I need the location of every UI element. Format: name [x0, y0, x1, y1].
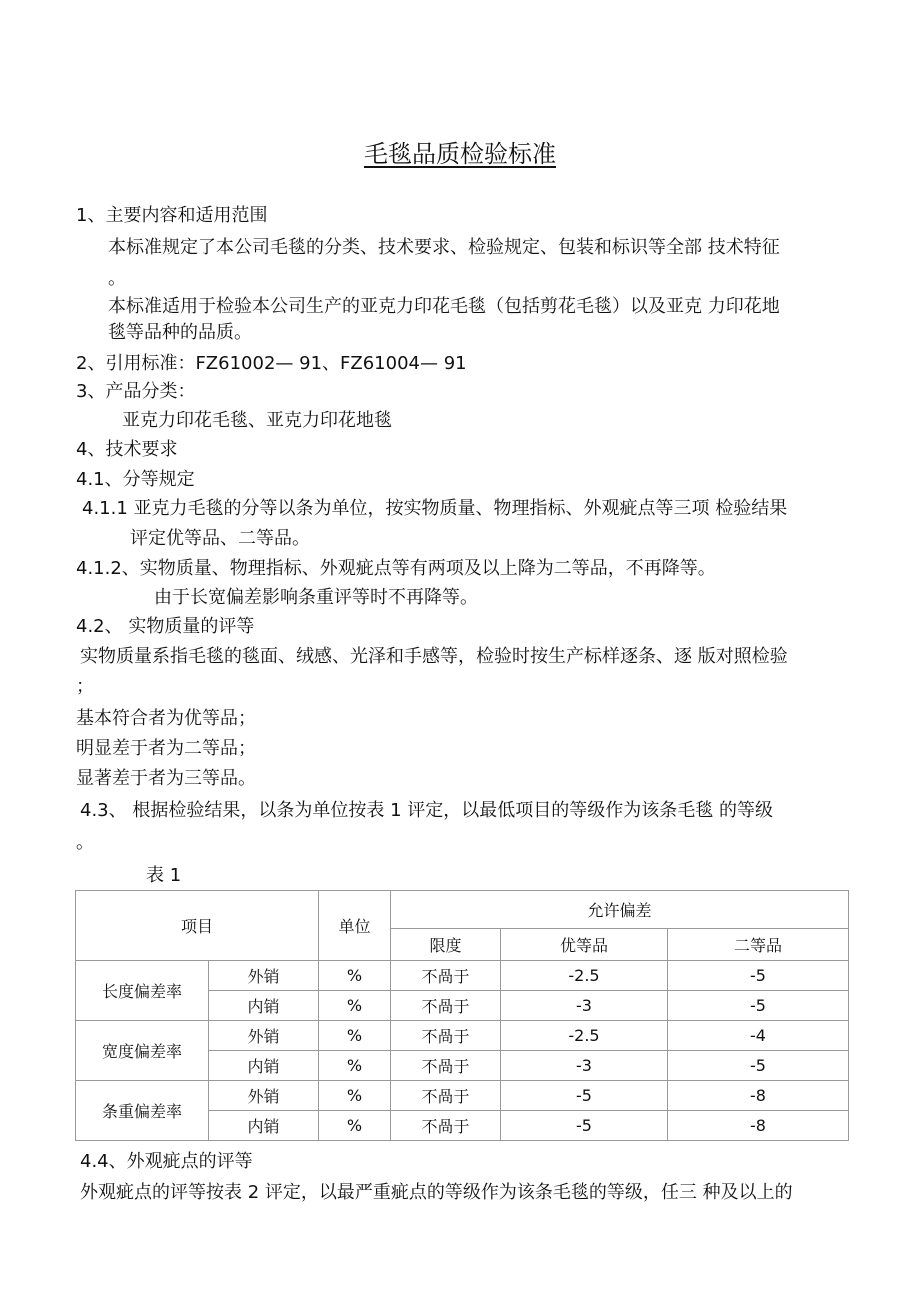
unit-cell: % [319, 1051, 391, 1081]
paragraph: 明显差于者为二等品； [76, 738, 256, 759]
section-heading: 4.1、分等规定 [76, 469, 195, 490]
paragraph: 外观疵点的评等按表 2 评定，以最严重疵点的等级作为该条毛毯的等级，任三 种及以上的 [80, 1182, 793, 1203]
first-grade-cell: -3 [501, 991, 668, 1021]
limit-cell: 不咼于 [391, 1051, 501, 1081]
limit-cell: 不咼于 [391, 1111, 501, 1141]
second-grade-cell: -5 [668, 1051, 849, 1081]
paragraph: 4.1.1 亚克力毛毯的分等以条为单位，按实物质量、物理指标、外观疵点等三项 检验结果 [82, 498, 788, 519]
market-cell: 外销 [209, 1081, 319, 1111]
section-heading: 4.2、 实物质量的评等 [76, 616, 255, 637]
document-title: 毛毯品质检验标准 [364, 140, 556, 168]
group-name: 条重偏差率 [76, 1081, 209, 1141]
paragraph: 由于长宽偏差影响条重评等时不再降等。 [154, 587, 478, 608]
paragraph: 评定优等品、二等品。 [130, 528, 310, 549]
header-unit: 单位 [319, 891, 391, 961]
paragraph: 毯等品种的品质。 [108, 322, 252, 343]
section-heading: 1、主要内容和适用范围 [76, 205, 268, 226]
section-heading: 2、引用标准：FZ61002— 91、FZ61004— 91 [76, 353, 467, 374]
market-cell: 内销 [209, 1051, 319, 1081]
first-grade-cell: -3 [501, 1051, 668, 1081]
table-row [76, 1081, 849, 1111]
header-limit: 限度 [391, 929, 501, 961]
table-caption: 表 1 [146, 865, 182, 886]
unit-cell: % [319, 991, 391, 1021]
second-grade-cell: -5 [668, 961, 849, 991]
section-heading: 4、技术要求 [76, 439, 178, 460]
paragraph: 。 [76, 832, 94, 853]
tolerance-table [75, 890, 849, 1141]
first-grade-cell: -5 [501, 1111, 668, 1141]
market-cell: 内销 [209, 991, 319, 1021]
market-cell: 内销 [209, 1111, 319, 1141]
market-cell: 外销 [209, 961, 319, 991]
table-row [76, 1021, 849, 1051]
market-cell: 外销 [209, 1021, 319, 1051]
paragraph: 本标准规定了本公司毛毯的分类、技术要求、检验规定、包装和标识等全部 技术特征 [108, 237, 780, 258]
paragraph: 4.3、 根据检验结果，以条为单位按表 1 评定，以最低项目的等级作为该条毛毯 的等级 [80, 800, 773, 821]
second-grade-cell: -5 [668, 991, 849, 1021]
limit-cell: 不咼于 [391, 1021, 501, 1051]
limit-cell: 不咼于 [391, 991, 501, 1021]
header-second-grade: 二等品 [668, 929, 849, 961]
paragraph: 亚克力印花毛毯、亚克力印花地毯 [122, 410, 392, 431]
header-allowed: 允许偏差 [391, 891, 849, 929]
group-name: 宽度偏差率 [76, 1021, 209, 1081]
unit-cell: % [319, 961, 391, 991]
second-grade-cell: -8 [668, 1081, 849, 1111]
paragraph: 。 [108, 268, 126, 289]
first-grade-cell: -2.5 [501, 961, 668, 991]
unit-cell: % [319, 1081, 391, 1111]
group-name: 长度偏差率 [76, 961, 209, 1021]
first-grade-cell: -5 [501, 1081, 668, 1111]
unit-cell: % [319, 1021, 391, 1051]
table-row [76, 961, 849, 991]
header-first-grade: 优等品 [501, 929, 668, 961]
unit-cell: % [319, 1111, 391, 1141]
second-grade-cell: -8 [668, 1111, 849, 1141]
limit-cell: 不咼于 [391, 961, 501, 991]
section-heading: 3、产品分类： [76, 381, 196, 402]
section-heading: 4.4、外观疵点的评等 [80, 1151, 253, 1172]
paragraph: ； [76, 676, 94, 697]
paragraph: 本标准适用于检验本公司生产的亚克力印花毛毯（包括剪花毛毯）以及亚克 力印花地 [108, 296, 780, 317]
header-item: 项目 [76, 891, 319, 961]
limit-cell: 不咼于 [391, 1081, 501, 1111]
paragraph: 实物质量系指毛毯的毯面、绒感、光泽和手感等，检验时按生产标样逐条、逐 版对照检验 [80, 646, 788, 667]
paragraph: 显著差于者为三等品。 [76, 768, 256, 789]
paragraph: 基本符合者为优等品； [76, 708, 256, 729]
second-grade-cell: -4 [668, 1021, 849, 1051]
first-grade-cell: -2.5 [501, 1021, 668, 1051]
paragraph: 4.1.2、实物质量、物理指标、外观疵点等有两项及以上降为二等品，不再降等。 [76, 558, 716, 579]
